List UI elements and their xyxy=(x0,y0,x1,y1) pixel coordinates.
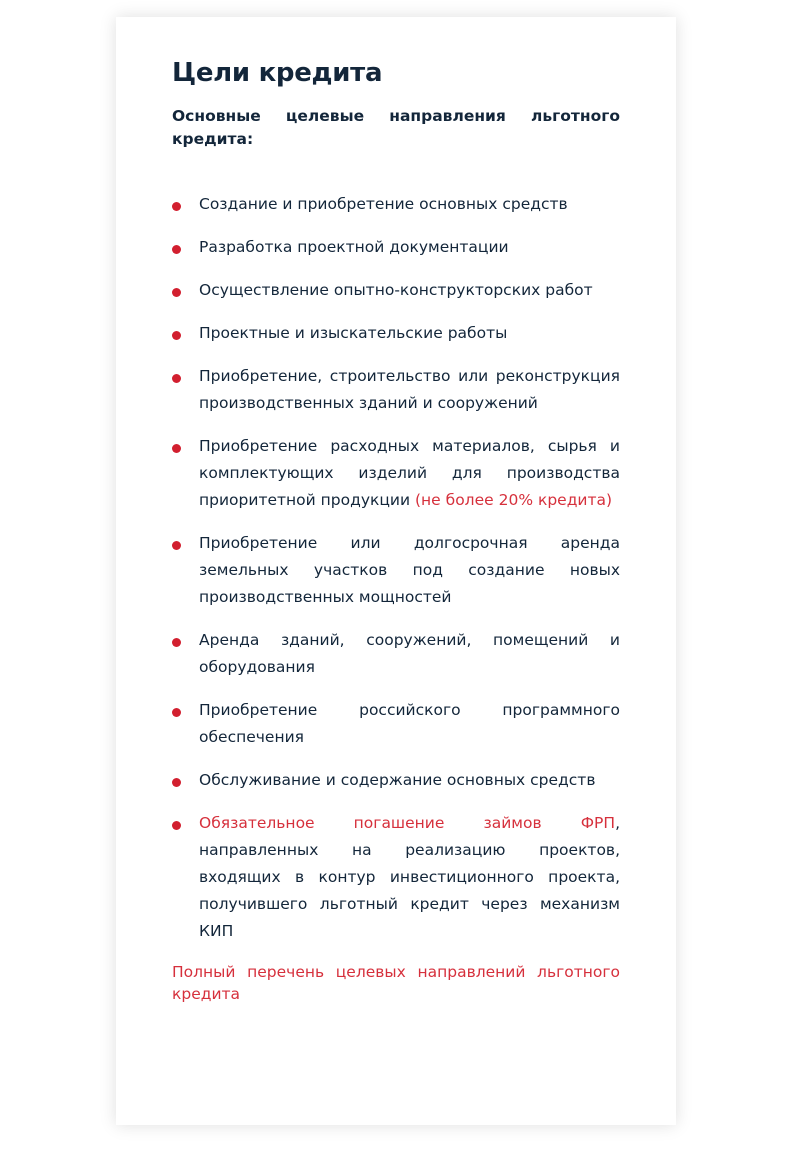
bullet-dot-icon xyxy=(172,778,181,787)
bullet-dot-icon xyxy=(172,374,181,383)
list-item-text: Аренда зданий, сооружений, помещений и оборудования xyxy=(199,631,620,676)
list-item-text: , направленных на реализацию проектов, входящих в контур инвестиционного проекта, получившего льготный кредит через механизм КИП xyxy=(199,814,620,940)
card-subtitle: Основные целевые направления льготного кредита: xyxy=(172,107,620,148)
list-item-text: Проектные и изыскательские работы xyxy=(199,324,508,342)
credit-goals-card xyxy=(116,17,676,1125)
list-item-text: Приобретение или долгосрочная аренда земельных участков под создание новых производственных мощностей xyxy=(199,534,620,606)
bullet-dot-icon xyxy=(172,331,181,340)
list-item xyxy=(172,767,620,794)
bullet-dot-icon xyxy=(172,245,181,254)
list-item xyxy=(172,234,620,261)
list-item-text: Разработка проектной документации xyxy=(199,238,509,256)
bullet-dot-icon xyxy=(172,638,181,647)
full-list-link[interactable]: Полный перечень целевых направлений льготного кредита xyxy=(172,963,620,1003)
bullet-dot-icon xyxy=(172,444,181,453)
list-item xyxy=(172,433,620,514)
list-item xyxy=(172,810,620,945)
list-item-text: Приобретение российского программного обеспечения xyxy=(199,701,620,746)
list-item-text: Обслуживание и содержание основных средств xyxy=(199,771,596,789)
list-item-text: Приобретение, строительство или реконструкция производственных зданий и сооружений xyxy=(199,367,620,412)
list-item xyxy=(172,627,620,681)
list-item-text: Приобретение расходных материалов, сырья и комплектующих изделий для производства приоритетной продукции xyxy=(199,437,620,509)
bullet-dot-icon xyxy=(172,821,181,830)
list-item xyxy=(172,191,620,218)
goals-list xyxy=(172,191,620,945)
list-item-text: Осуществление опытно-конструкторских работ xyxy=(199,281,593,299)
bullet-dot-icon xyxy=(172,202,181,211)
list-item xyxy=(172,363,620,417)
list-item xyxy=(172,320,620,347)
list-item-text: Создание и приобретение основных средств xyxy=(199,195,568,213)
list-item xyxy=(172,530,620,611)
bullet-dot-icon xyxy=(172,541,181,550)
list-item-note: (не более 20% кредита) xyxy=(415,491,613,509)
frp-loans-link[interactable]: Обязательное погашение займов ФРП xyxy=(199,814,616,832)
bullet-dot-icon xyxy=(172,288,181,297)
list-item xyxy=(172,697,620,751)
card-title: Цели кредита xyxy=(172,58,383,88)
list-item xyxy=(172,277,620,304)
bullet-dot-icon xyxy=(172,708,181,717)
